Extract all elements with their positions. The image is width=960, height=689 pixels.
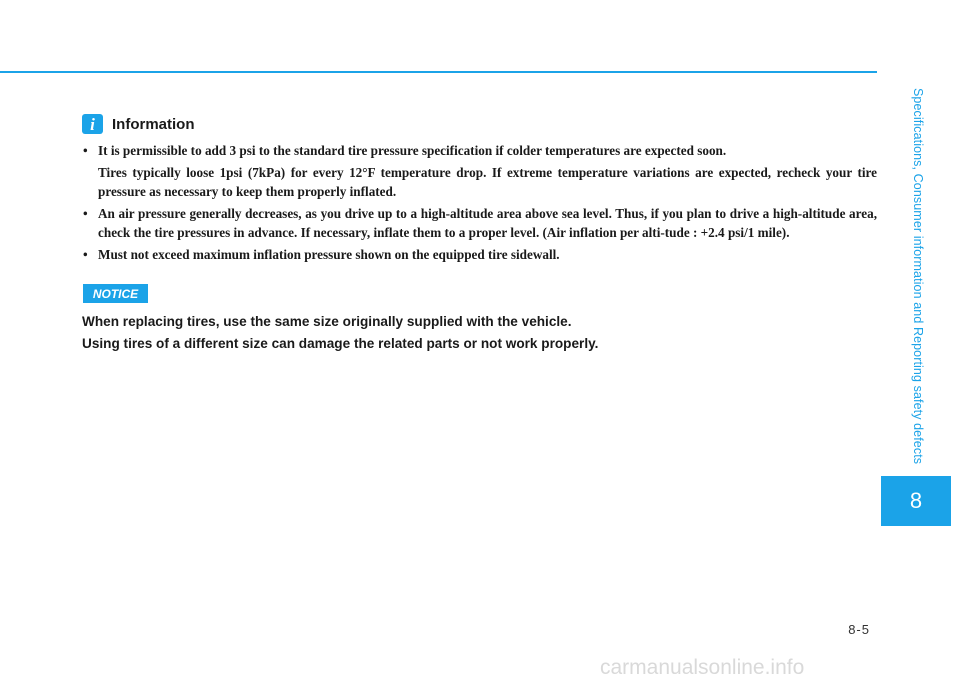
list-item-text: Must not exceed maximum inflation pressure shown on the equipped tire sidewall. [98, 247, 560, 262]
bullet: • [83, 143, 88, 158]
chapter-tab: 8 [881, 476, 951, 526]
watermark: carmanualsonline.info [600, 656, 805, 679]
information-header [82, 114, 195, 134]
notice-text [82, 311, 877, 355]
notice-badge: NOTICE [83, 284, 148, 303]
bullet: • [83, 206, 88, 221]
notice-line: Using tires of a different size can damage the related parts or not work properly. [82, 336, 599, 351]
list-item [82, 204, 877, 242]
chapter-side-title: Specifications, Consumer information and Reporting safety defects [911, 88, 925, 465]
page-number: 8-5 [848, 622, 870, 637]
bullet: • [83, 247, 88, 262]
list-item [82, 245, 877, 264]
list-item [82, 141, 877, 201]
info-icon: i [82, 114, 103, 134]
notice-line: When replacing tires, use the same size originally supplied with the vehicle. [82, 314, 572, 329]
list-item-subtext: Tires typically loose 1psi (7kPa) for every 12°F temperature drop. If extreme temperature variations are expected, recheck your tire pressure as necessary to keep them properly inflated. [98, 165, 877, 199]
information-list [82, 141, 877, 264]
list-item-text: It is permissible to add 3 psi to the standard tire pressure specification if colder temperatures are expected soon. [98, 143, 727, 158]
header-rule [0, 71, 877, 73]
list-item-text: An air pressure generally decreases, as you drive up to a high-altitude area above sea level. Thus, if you plan to drive a high-altitude area, check the tire pressures in advance. If necessary, inflate them to a proper level. (Air inflation per alti-tude : +2.4 psi/1 mile). [98, 206, 877, 240]
information-title: Information [112, 115, 195, 133]
